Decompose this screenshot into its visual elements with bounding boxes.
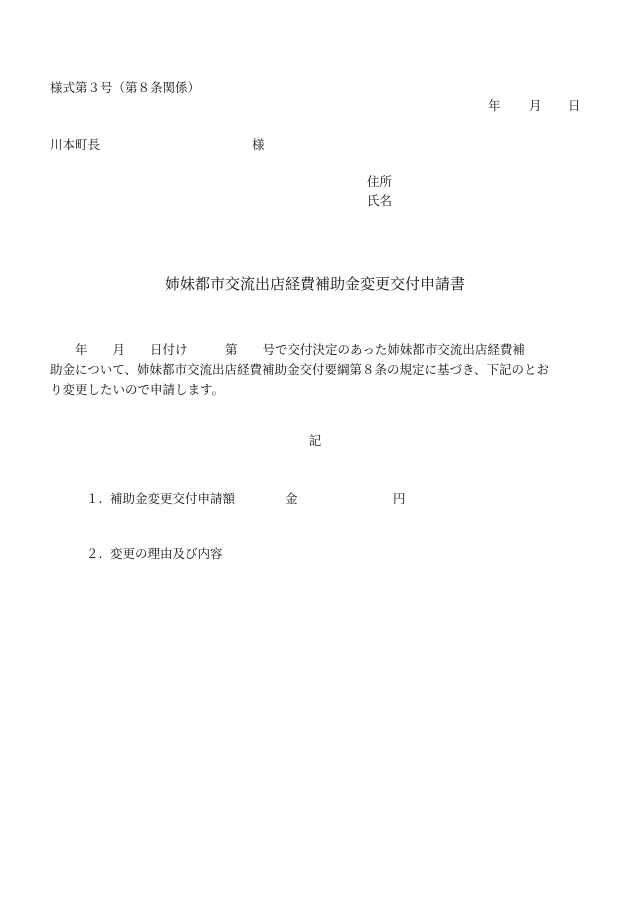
item-2-number: ２. (86, 546, 103, 561)
form-number: 様式第３号（第８条関係） (50, 80, 201, 95)
item-2-label: 変更の理由及び内容 (110, 546, 223, 561)
body-line-1: 年 月 日付け 第 号で交付決定のあった姉妹都市交流出店経費補 (50, 342, 525, 357)
item-1-prefix: 金 (285, 491, 298, 506)
item-1-number: １. (86, 491, 103, 506)
item-1-label: 補助金変更交付申請額 (110, 491, 236, 506)
body-line-2: 助金について、姉妹都市交流出店経費補助金交付要綱第８条の規定に基づき、下記のとお (50, 362, 550, 377)
applicant-address-label: 住所 (367, 174, 393, 189)
date-month-label: 月 (529, 98, 542, 113)
document-title: 姉妹都市交流出店経費補助金変更交付申請書 (164, 275, 465, 293)
ki-heading: 記 (308, 433, 322, 448)
addressee-honorific: 様 (252, 137, 265, 152)
applicant-name-label: 氏名 (367, 193, 393, 208)
item-1-unit: 円 (393, 491, 406, 506)
body-paragraph (50, 340, 586, 400)
body-line-3: り変更したいので申請します。 (50, 382, 225, 397)
addressee-name: 川本町長 (50, 137, 101, 152)
date-day-label: 日 (568, 98, 581, 113)
date-year-label: 年 (488, 98, 501, 113)
